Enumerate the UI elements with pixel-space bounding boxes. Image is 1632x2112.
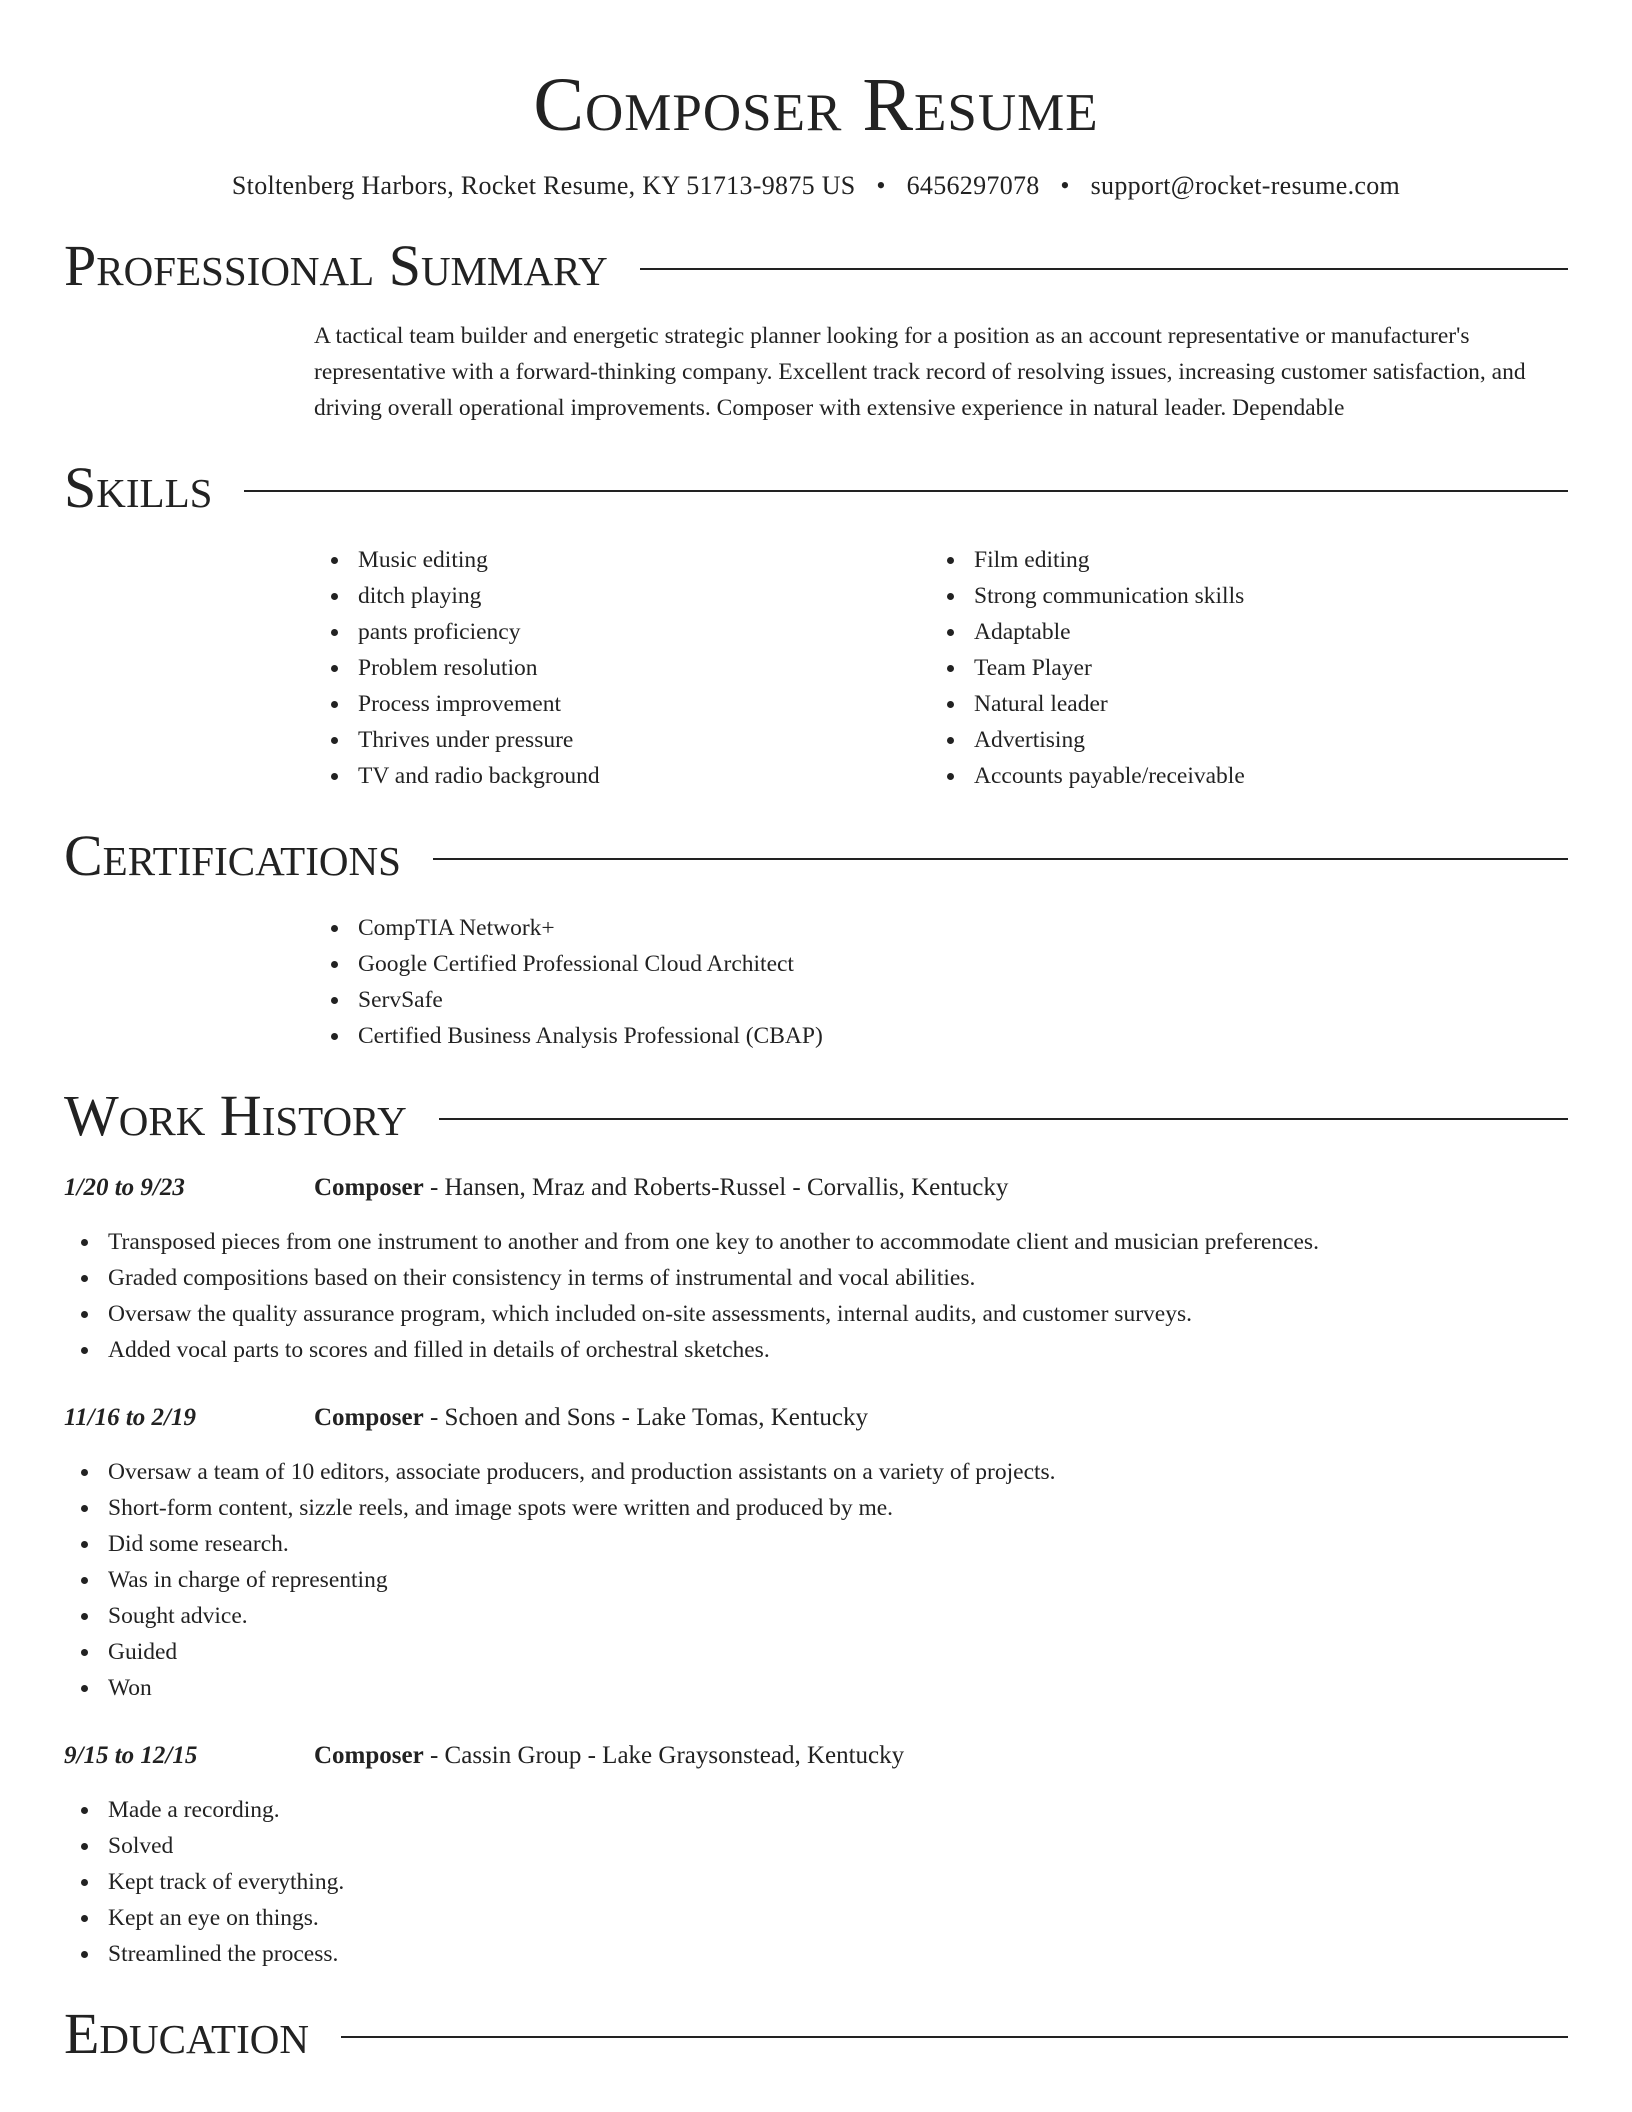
skill-item: Problem resolution (314, 650, 930, 686)
skills-list-right (930, 542, 1546, 794)
job-employer: - Schoen and Sons - Lake Tomas, Kentucky (423, 1404, 868, 1431)
certifications-heading: Certifications (64, 823, 401, 888)
certifications-section-header (64, 824, 1568, 888)
skill-item: Music editing (314, 542, 930, 578)
education-heading: Education (64, 2001, 309, 2066)
certification-item: CompTIA Network+ (314, 910, 1568, 946)
section-divider (640, 268, 1568, 270)
skill-item: Strong communication skills (930, 578, 1546, 614)
skills-list-left (314, 542, 930, 794)
job-duty: Oversaw a team of 10 editors, associate producers, and production assistants on a variety of projects. (64, 1454, 1568, 1490)
job-entry (64, 1170, 1568, 1368)
work-history-heading: Work History (64, 1083, 407, 1148)
job-dates: 11/16 to 2/19 (64, 1404, 196, 1431)
skill-item: Process improvement (314, 686, 930, 722)
contact-separator: • (1060, 171, 1070, 200)
job-duty: Kept track of everything. (64, 1864, 1568, 1900)
job-duties (64, 1224, 1568, 1368)
skill-item: TV and radio background (314, 758, 930, 794)
skill-item: Film editing (930, 542, 1546, 578)
job-duty: Short-form content, sizzle reels, and image spots were written and produced by me. (64, 1490, 1568, 1526)
job-duty: Oversaw the quality assurance program, which included on-site assessments, internal audits, and customer surveys. (64, 1296, 1568, 1332)
skill-item: Natural leader (930, 686, 1546, 722)
job-role: Composer (314, 1174, 424, 1201)
certification-item: Google Certified Professional Cloud Architect (314, 946, 1568, 982)
job-header (64, 1170, 1568, 1206)
skill-item: ditch playing (314, 578, 930, 614)
job-duty: Won (64, 1670, 1568, 1706)
section-divider (439, 1118, 1568, 1120)
job-title-line (314, 1400, 868, 1436)
skill-item: pants proficiency (314, 614, 930, 650)
summary-heading: Professional Summary (64, 233, 608, 298)
job-duty: Did some research. (64, 1526, 1568, 1562)
contact-email: support@rocket-resume.com (1090, 171, 1401, 200)
contact-address: Stoltenberg Harbors, Rocket Resume, KY 51713-9875 US (231, 171, 856, 200)
skill-item: Accounts payable/receivable (930, 758, 1546, 794)
job-header (64, 1738, 1568, 1774)
skill-item: Team Player (930, 650, 1546, 686)
skills-heading: Skills (64, 455, 213, 520)
job-entry (64, 1738, 1568, 1972)
job-duty: Guided (64, 1634, 1568, 1670)
skills-columns (314, 542, 1568, 794)
contact-separator: • (876, 171, 886, 200)
job-duty: Graded compositions based on their consistency in terms of instrumental and vocal abilities. (64, 1260, 1568, 1296)
job-employer: - Cassin Group - Lake Graysonstead, Kentucky (423, 1742, 905, 1769)
section-divider (433, 858, 1568, 860)
summary-section-header (64, 234, 1568, 298)
summary-text: A tactical team builder and energetic strategic planner looking for a position as an account representative or manufacturer's representative with a forward-thinking company. Excellent track record of resolving issues, increasing customer satisfaction, and driving overall operational improvements. Composer with extensive experience in natural leader. Dependable (314, 323, 1526, 421)
job-duty: Was in charge of representing (64, 1562, 1568, 1598)
job-duty: Sought advice. (64, 1598, 1568, 1634)
job-duty: Streamlined the process. (64, 1936, 1568, 1972)
job-dates: 1/20 to 9/23 (64, 1174, 185, 1201)
certification-item: Certified Business Analysis Professional (CBAP) (314, 1018, 1568, 1054)
certifications-block (314, 910, 1568, 1054)
certifications-list (314, 910, 1568, 1054)
section-divider (341, 2036, 1568, 2038)
job-duties (64, 1792, 1568, 1972)
job-duties (64, 1454, 1568, 1706)
skill-item: Thrives under pressure (314, 722, 930, 758)
job-duty: Made a recording. (64, 1792, 1568, 1828)
section-divider (244, 490, 1568, 492)
education-section-header (64, 2002, 1568, 2066)
contact-line (64, 168, 1568, 204)
job-entry (64, 1400, 1568, 1706)
job-role: Composer (314, 1404, 424, 1431)
contact-phone: 6456297078 (906, 171, 1040, 200)
skill-item: Adaptable (930, 614, 1546, 650)
job-title-line (314, 1170, 1008, 1206)
skill-item: Advertising (930, 722, 1546, 758)
job-employer: - Hansen, Mraz and Roberts-Russel - Corvallis, Kentucky (423, 1174, 1009, 1201)
job-duty: Kept an eye on things. (64, 1900, 1568, 1936)
job-duty: Added vocal parts to scores and filled in details of orchestral sketches. (64, 1332, 1568, 1368)
resume-title: Composer Resume (533, 63, 1099, 147)
job-duty: Solved (64, 1828, 1568, 1864)
job-title-line (314, 1738, 904, 1774)
job-duty: Transposed pieces from one instrument to another and from one key to another to accommodate client and musician preferences. (64, 1224, 1568, 1260)
certification-item: ServSafe (314, 982, 1568, 1018)
job-role: Composer (314, 1742, 424, 1769)
skills-section-header (64, 456, 1568, 520)
job-header (64, 1400, 1568, 1436)
job-dates: 9/15 to 12/15 (64, 1742, 198, 1769)
work-history-section-header (64, 1084, 1568, 1148)
